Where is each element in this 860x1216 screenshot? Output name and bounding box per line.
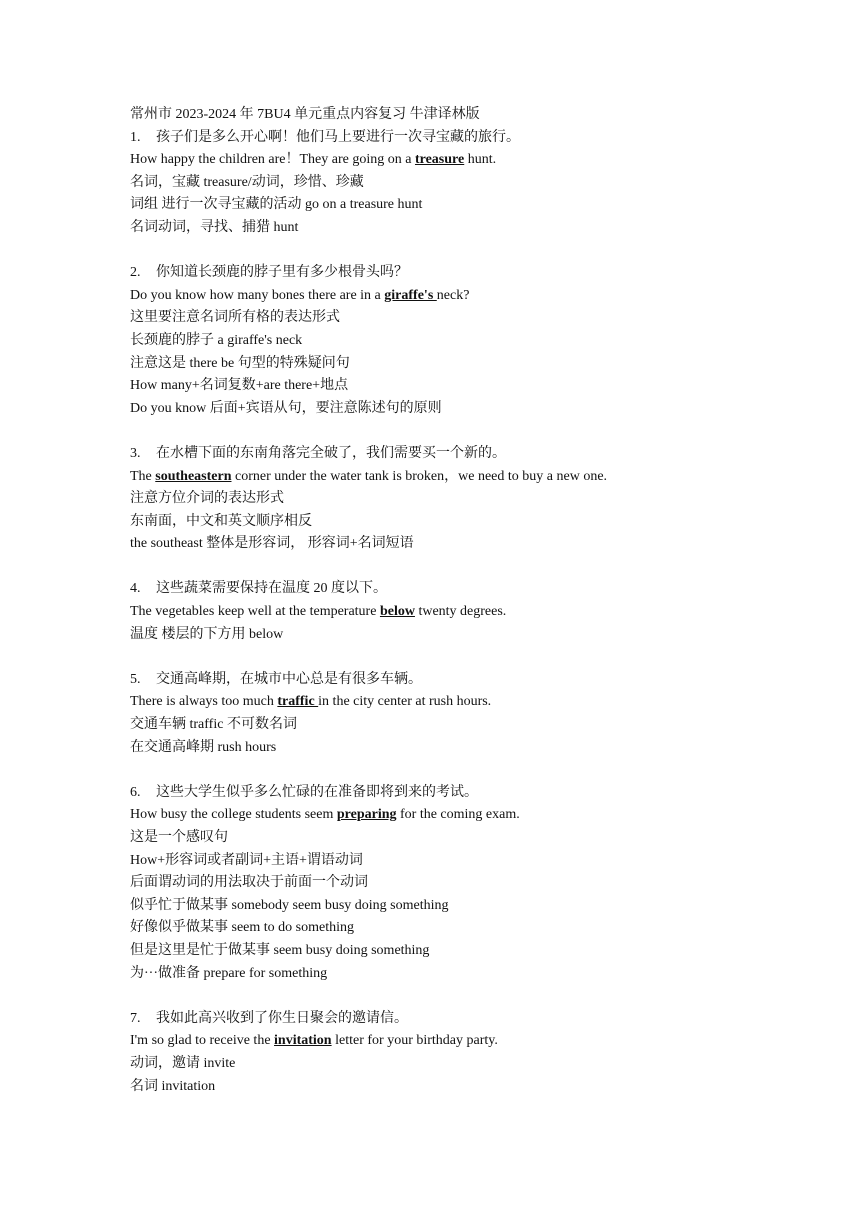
item-number: 7. xyxy=(130,1010,141,1026)
note-line: How+形容词或者副词+主语+谓语动词 xyxy=(130,852,363,868)
note-line: 长颈鹿的脖子 a giraffe's neck xyxy=(130,332,303,348)
keyword-underlined: giraffe's xyxy=(384,287,437,303)
sentence-text: How happy the children are！They are going on a xyxy=(130,152,415,168)
sentence-text: The xyxy=(130,468,156,484)
keyword-underlined: traffic xyxy=(277,694,319,710)
question-chinese xyxy=(130,1008,830,1031)
english-sentence xyxy=(130,601,830,624)
blank-line xyxy=(130,556,830,579)
keyword-underlined: southeastern xyxy=(155,468,232,484)
note-line: 似乎忙于做某事 somebody seem busy doing something xyxy=(130,897,449,913)
chinese-sentence: 孩子们是多么开心啊！他们马上要进行一次寻宝藏的旅行。 xyxy=(156,129,520,145)
chinese-sentence: 这些蔬菜需要保持在温度 20 度以下。 xyxy=(156,581,387,597)
item-block xyxy=(130,578,830,668)
sentence-text: How busy the college students seem xyxy=(130,807,337,823)
note-line: 在交通高峰期 rush hours xyxy=(130,739,277,755)
keyword-underlined: preparing xyxy=(336,807,397,823)
question-chinese xyxy=(130,782,830,805)
blank-line xyxy=(130,759,830,782)
item-number: 5. xyxy=(130,671,141,687)
item-block xyxy=(130,443,830,579)
note-line: 动词，邀请 invite xyxy=(130,1055,236,1071)
item-number: 2. xyxy=(130,265,141,281)
keyword-underlined: invitation xyxy=(274,1033,332,1049)
sentence-text: neck? xyxy=(436,287,470,303)
note-line: the southeast 整体是形容词， 形容词+名词短语 xyxy=(130,536,414,552)
question-chinese xyxy=(130,127,830,150)
english-sentence xyxy=(130,285,830,308)
note-line: 为···做准备 prepare for something xyxy=(130,965,328,981)
item-block xyxy=(130,669,830,782)
note-line: 名词，宝藏 treasure/动词，珍惜、珍藏 xyxy=(130,174,364,190)
sentence-text: twenty degrees. xyxy=(414,604,507,620)
sentence-text: There is always too much xyxy=(130,694,278,710)
item-block xyxy=(130,782,830,1008)
sentence-text: for the coming exam. xyxy=(396,807,520,823)
keyword-underlined: below xyxy=(379,604,415,620)
english-sentence xyxy=(130,466,830,489)
item-block xyxy=(130,1008,830,1098)
note-line: 注意这是 there be 句型的特殊疑问句 xyxy=(130,355,350,371)
sentence-text: Do you know how many bones there are in a xyxy=(130,287,385,303)
item-number: 3. xyxy=(130,445,141,461)
sentence-text: hunt. xyxy=(464,152,497,168)
document-title: 常州市 2023-2024 年 7BU4 单元重点内容复习 牛津译林版 xyxy=(130,107,480,122)
item-list xyxy=(130,127,830,1099)
chinese-sentence: 交通高峰期，在城市中心总是有很多车辆。 xyxy=(156,671,422,687)
note-line: 名词 invitation xyxy=(130,1078,216,1094)
english-sentence xyxy=(130,1030,830,1053)
note-line: How many+名词复数+are there+地点 xyxy=(130,378,349,394)
chinese-sentence: 这些大学生似乎多么忙碌的在准备即将到来的考试。 xyxy=(156,784,478,800)
note-line: 后面谓动词的用法取决于前面一个动词 xyxy=(130,875,368,891)
sentence-text: in the city center at rush hours. xyxy=(318,694,492,710)
chinese-sentence: 在水槽下面的东南角落完全破了，我们需要买一个新的。 xyxy=(156,445,506,461)
question-chinese xyxy=(130,578,830,601)
question-chinese xyxy=(130,669,830,692)
item-block xyxy=(130,262,830,443)
question-chinese xyxy=(130,262,830,285)
blank-line xyxy=(130,646,830,669)
note-line: 注意方位介词的表达形式 xyxy=(130,491,284,507)
note-line: 但是这里是忙于做某事 seem busy doing something xyxy=(130,942,430,958)
english-sentence xyxy=(130,804,830,827)
question-chinese xyxy=(130,443,830,466)
note-line: 温度 楼层的下方用 below xyxy=(130,626,284,642)
blank-line xyxy=(130,420,830,443)
note-line: 这是一个感叹句 xyxy=(130,830,228,845)
item-number: 6. xyxy=(130,784,141,800)
english-sentence xyxy=(130,691,830,714)
note-line: 交通车辆 traffic 不可数名词 xyxy=(130,717,297,733)
keyword-underlined: treasure xyxy=(414,152,465,168)
chinese-sentence: 你知道长颈鹿的脖子里有多少根骨头吗？ xyxy=(156,265,408,281)
note-line: 词组 进行一次寻宝藏的活动 go on a treasure hunt xyxy=(130,197,423,213)
chinese-sentence: 我如此高兴收到了你生日聚会的邀请信。 xyxy=(156,1010,408,1026)
blank-line xyxy=(130,240,830,263)
blank-line xyxy=(130,985,830,1008)
note-line: Do you know 后面+宾语从句，要注意陈述句的原则 xyxy=(130,400,442,416)
note-line: 好像似乎做某事 seem to do something xyxy=(130,920,354,936)
item-number: 4. xyxy=(130,581,141,597)
sentence-text: I'm so glad to receive the xyxy=(130,1033,275,1049)
note-line: 东南面，中文和英文顺序相反 xyxy=(130,513,312,529)
english-sentence xyxy=(130,149,830,172)
note-line: 名词动词，寻找、捕猎 hunt xyxy=(130,219,299,235)
sentence-text: corner under the water tank is broken，we need to buy a new one. xyxy=(231,468,608,484)
sentence-text: letter for your birthday party. xyxy=(331,1033,498,1049)
note-line: 这里要注意名词所有格的表达形式 xyxy=(130,310,340,326)
sentence-text: The vegetables keep well at the temperature xyxy=(130,604,380,620)
item-number: 1. xyxy=(130,129,141,145)
document-page xyxy=(130,104,830,1098)
item-block xyxy=(130,127,830,263)
